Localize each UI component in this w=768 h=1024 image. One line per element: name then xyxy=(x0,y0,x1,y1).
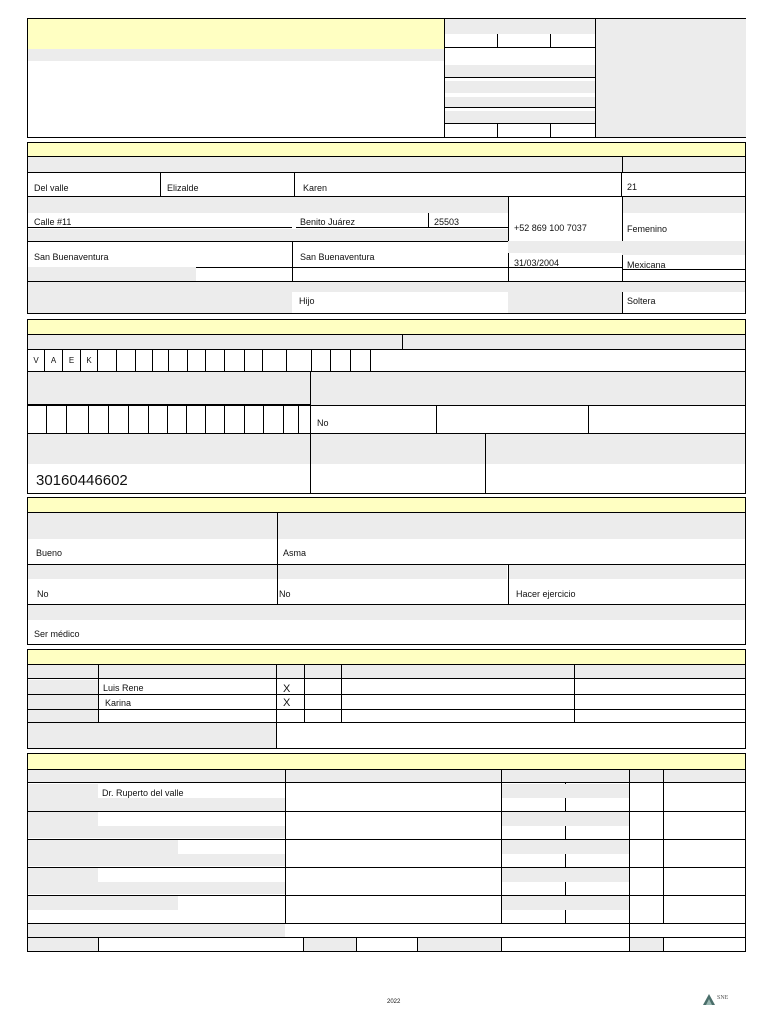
char-cell[interactable] xyxy=(128,406,148,433)
telefono-value[interactable]: +52 869 100 7037 xyxy=(514,223,587,233)
documento-respuesta-value[interactable]: No xyxy=(317,418,329,428)
curp-char-cell[interactable]: V xyxy=(33,356,39,365)
char-cell[interactable] xyxy=(108,406,128,433)
health-section-header xyxy=(28,498,745,513)
curp-char-cell[interactable] xyxy=(262,350,286,371)
char-cell[interactable] xyxy=(263,406,283,433)
char-cell[interactable] xyxy=(167,406,186,433)
health-section xyxy=(27,497,746,645)
curp-char-cell[interactable] xyxy=(370,350,400,371)
actividad-value[interactable]: Hacer ejercicio xyxy=(516,589,576,599)
numero-documento-value[interactable]: 30160446602 xyxy=(36,472,128,489)
sne-logo-icon xyxy=(702,993,716,1006)
respuesta-1-value[interactable]: No xyxy=(37,589,49,599)
references-section xyxy=(27,753,746,952)
estado-civil-value[interactable]: Soltera xyxy=(627,296,656,306)
fecha-nacimiento-value[interactable]: 31/03/2004 xyxy=(514,258,560,268)
curp-char-cell[interactable] xyxy=(187,350,205,371)
curp-char-cell[interactable] xyxy=(330,350,350,371)
documents-section-header xyxy=(28,320,745,335)
char-cell[interactable] xyxy=(205,406,224,433)
localidad-value[interactable]: San Buenaventura xyxy=(300,252,375,262)
edad-value[interactable]: 21 xyxy=(627,182,638,192)
documents-section xyxy=(27,319,746,494)
apellido-materno-value[interactable]: Elizalde xyxy=(167,183,199,193)
header-title-area xyxy=(28,19,444,49)
familiar-marca-2[interactable]: X xyxy=(283,697,291,709)
curp-char-cell[interactable] xyxy=(152,350,168,371)
familiar-nombre-1[interactable]: Luis Rene xyxy=(103,683,144,693)
curp-char-cell[interactable] xyxy=(244,350,262,371)
sne-logo-text: SNE xyxy=(717,995,729,1001)
char-cell[interactable] xyxy=(283,406,298,433)
curp-char-cell[interactable] xyxy=(286,350,311,371)
char-cell[interactable] xyxy=(46,406,66,433)
references-section-header xyxy=(28,754,745,770)
second-char-boxes[interactable] xyxy=(28,406,310,434)
family-section xyxy=(27,649,746,749)
char-cell[interactable] xyxy=(244,406,263,433)
char-cell[interactable] xyxy=(28,406,46,433)
enfermedad-value[interactable]: Asma xyxy=(283,548,307,558)
curp-char-cell[interactable] xyxy=(311,350,330,371)
curp-char-cell[interactable]: E xyxy=(62,350,80,371)
curp-char-cell[interactable] xyxy=(116,350,135,371)
names-row xyxy=(28,173,745,197)
curp-char-cell[interactable]: A xyxy=(44,350,62,371)
familiar-marca-1[interactable]: X xyxy=(283,683,291,695)
char-cell[interactable] xyxy=(88,406,108,433)
header-middle-column xyxy=(444,19,596,137)
calle-value[interactable]: Calle #11 xyxy=(34,217,72,227)
parentesco-value[interactable]: Hijo xyxy=(299,296,315,306)
footer-year: 2022 xyxy=(387,999,401,1005)
curp-boxes[interactable] xyxy=(28,350,402,372)
char-cell[interactable] xyxy=(148,406,167,433)
municipio-value[interactable]: San Buenaventura xyxy=(34,252,109,262)
sexo-value[interactable]: Femenino xyxy=(627,224,668,234)
header-subtitle-strip xyxy=(28,49,444,61)
cp-value[interactable]: 25503 xyxy=(434,217,460,227)
curp-char-cell[interactable] xyxy=(168,350,187,371)
apellido-paterno-value[interactable]: Del valle xyxy=(34,183,69,193)
family-section-header xyxy=(28,650,745,665)
estado-salud-value[interactable]: Bueno xyxy=(36,548,63,558)
respuesta-2-value[interactable]: No xyxy=(279,589,291,599)
curp-char-cell[interactable] xyxy=(224,350,244,371)
colonia-value[interactable]: Benito Juárez xyxy=(300,217,356,227)
curp-char-cell[interactable] xyxy=(97,350,116,371)
sne-logo xyxy=(702,993,738,1007)
aspiracion-value[interactable]: Ser médico xyxy=(34,629,80,639)
char-cell[interactable] xyxy=(298,406,310,433)
curp-char-cell[interactable] xyxy=(135,350,152,371)
photo-area xyxy=(595,19,746,137)
char-cell[interactable] xyxy=(186,406,205,433)
personal-section xyxy=(27,142,746,314)
personal-section-header xyxy=(28,143,745,157)
char-cell[interactable] xyxy=(224,406,244,433)
nacionalidad-value[interactable]: Mexicana xyxy=(627,260,666,270)
form-header xyxy=(27,18,746,138)
referencia-nombre-1[interactable]: Dr. Ruperto del valle xyxy=(102,788,184,798)
curp-char-cell[interactable] xyxy=(350,350,370,371)
curp-char-cell[interactable]: K xyxy=(80,350,97,371)
familiar-nombre-2[interactable]: Karina xyxy=(105,698,132,708)
nombre-value[interactable]: Karen xyxy=(303,183,328,193)
curp-char-cell[interactable] xyxy=(205,350,224,371)
char-cell[interactable] xyxy=(66,406,88,433)
